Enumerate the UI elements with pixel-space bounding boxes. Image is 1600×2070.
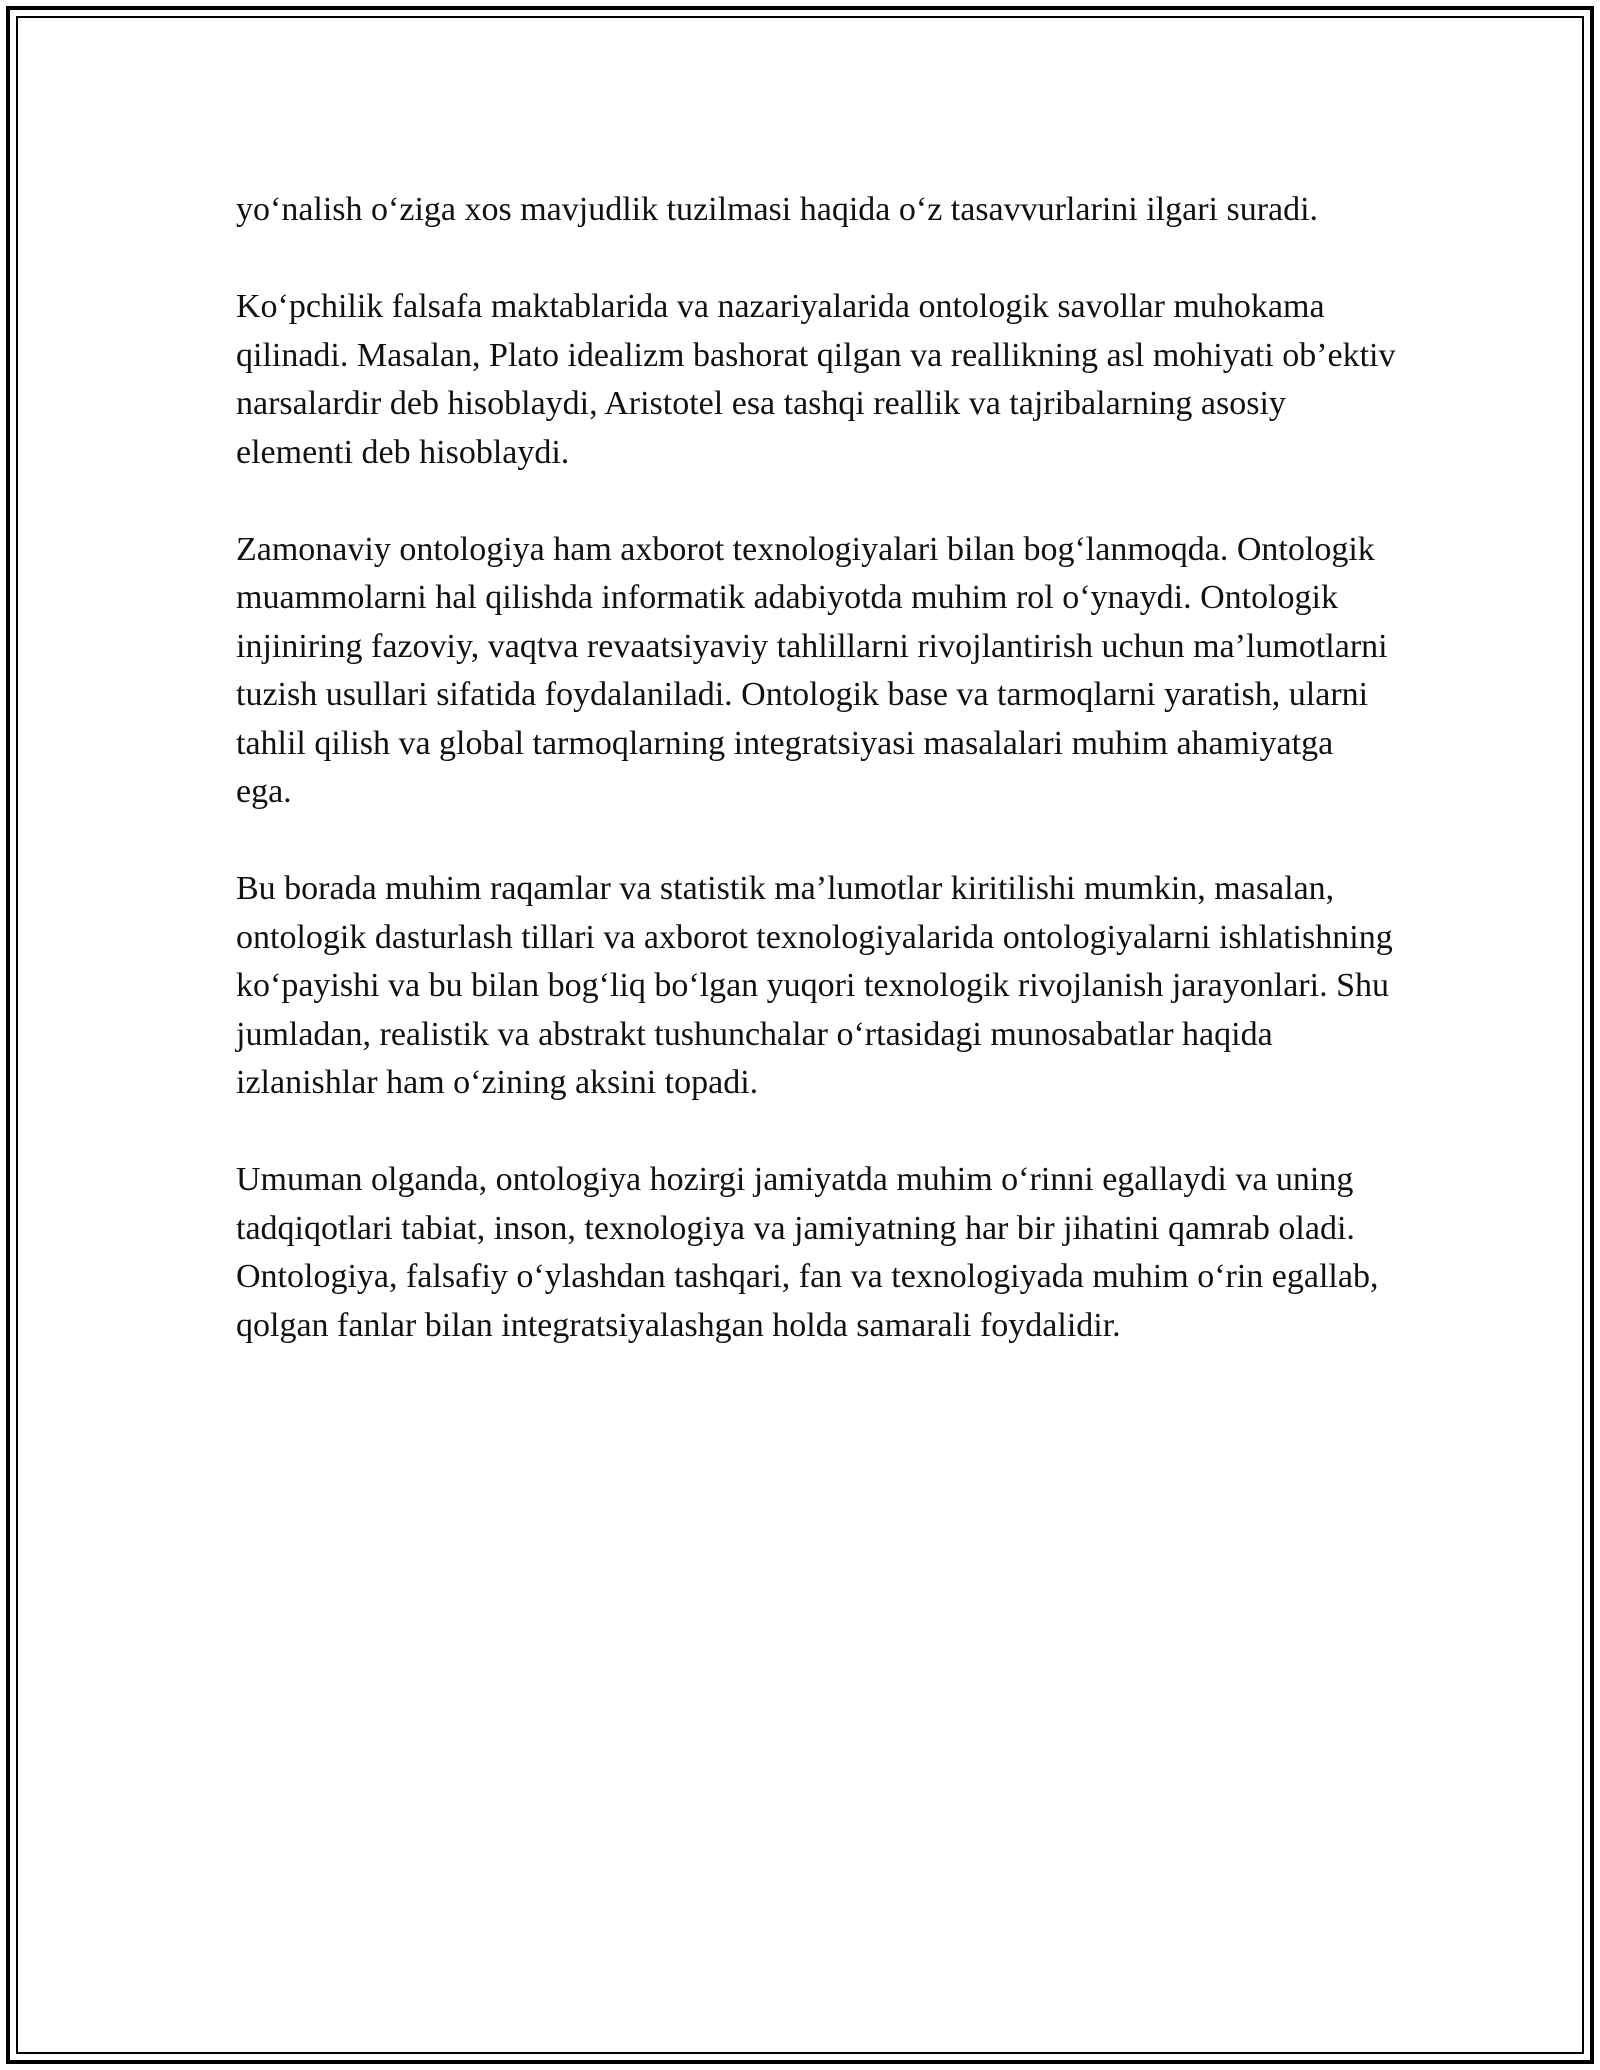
document-body <box>236 186 1396 1399</box>
paragraph-3: Zamonaviy ontologiya ham axborot texnologiyalari bilan bog‘lanmoqda. Ontologik muammolarni hal qilishda informatik adabiyotda muhim rol o‘ynaydi. Ontologik injiniring fazoviy, vaqtva revaatsiyaviy tahlillarni rivojlantirish uchun ma’lumotlarni tuzish usullari sifatida foydalaniladi. Ontologik base va tarmoqlarni yaratish, ularni tahlil qilish va global tarmoqlarning integratsiyasi masalalari muhim ahamiyatga ega. <box>236 530 1388 810</box>
paragraph-5: Umuman olganda, ontologiya hozirgi jamiyatda muhim o‘rinni egallaydi va uning tadqiqotlari tabiat, inson, texnologiya va jamiyatning har bir jihatini qamrab oladi. Ontologiya, falsafiy o‘ylashdan tashqari, fan va texnologiyada muhim o‘rin egallab, qolgan fanlar bilan integratsiyalashgan holda samarali foydalidir. <box>236 1161 1379 1344</box>
paragraph-2: Ko‘pchilik falsafa maktablarida va nazariyalarida ontologik savollar muhokama qilinadi. Masalan, Plato idealizm bashorat qilgan va reallikning asl mohiyati ob’ektiv narsalardir deb hisoblaydi, Aristotel esa tashqi reallik va tajribalarning asosiy elementi deb hisoblaydi. <box>236 288 1396 471</box>
paragraph-1: yo‘nalish o‘ziga xos mavjudlik tuzilmasi haqida o‘z tasavvurlarini ilgari suradi. <box>236 191 1319 228</box>
paragraph-4: Bu borada muhim raqamlar va statistik ma’lumotlar kiritilishi mumkin, masalan, ontologik dasturlash tillari va axborot texnologiyalarida ontologiyalarni ishlatishning ko‘payishi va bu bilan bog‘liq bo‘lgan yuqori texnologik rivojlanish jarayonlari. Shu jumladan, realistik va abstrakt tushunchalar o‘rtasidagi munosabatlar haqida izlanishlar ham o‘zining aksini topadi. <box>236 870 1393 1101</box>
